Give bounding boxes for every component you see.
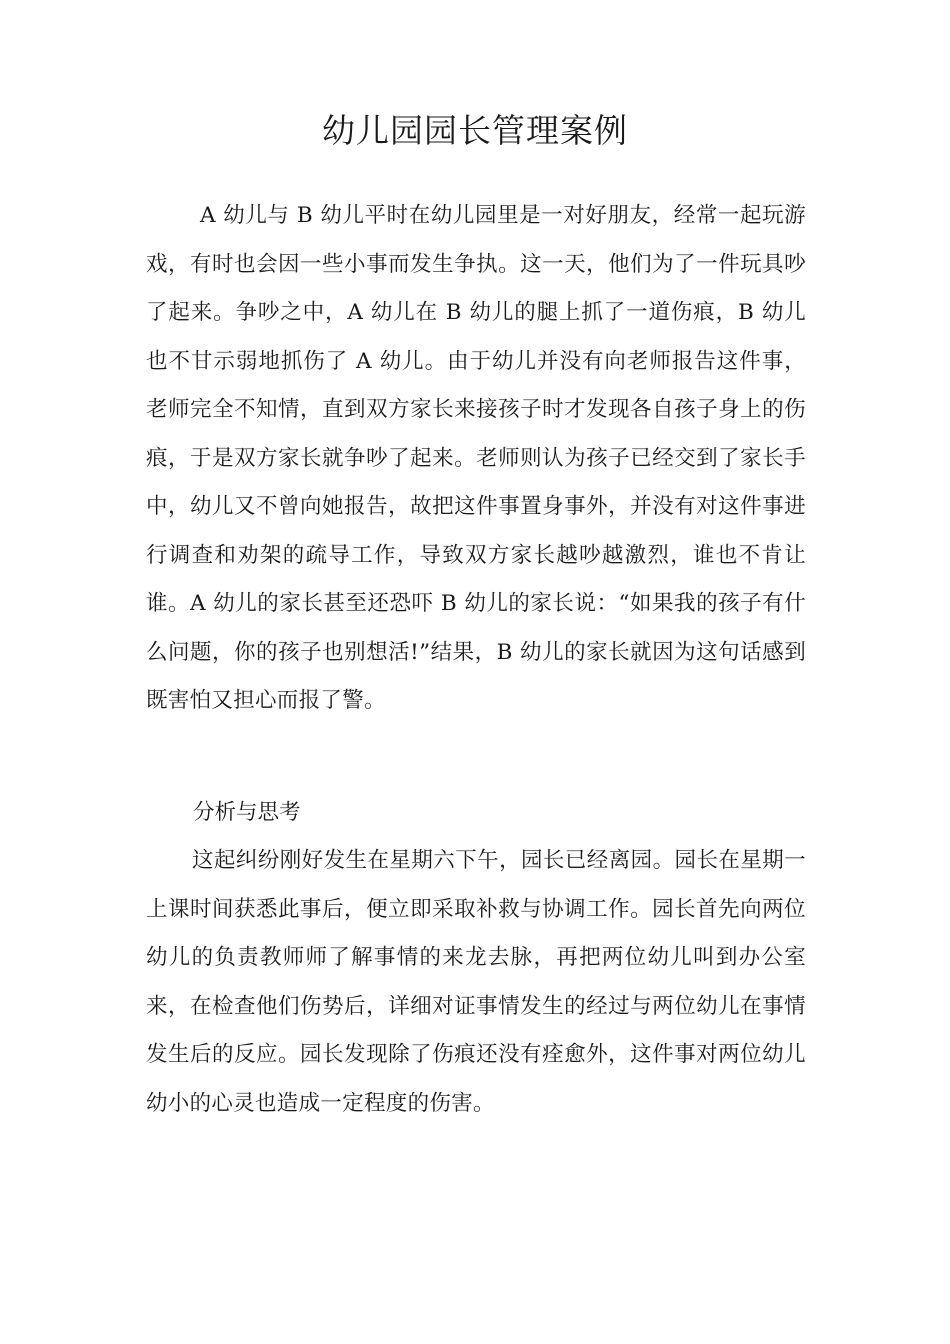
analysis-paragraph: 这起纠纷刚好发生在星期六下午，园长已经离园。园长在星期一上课时间获悉此事后，便立即采取补救与协调工作。园长首先向两位幼儿的负责教师师了解事情的来龙去脉，再把两位幼儿叫到办公室来，在检查他们伤势后，详细对证事情发生的经过与两位幼儿在事情发生后的反应。园长发现除了伤痕还没有痊愈外，这件事对两位幼儿幼小的心灵也造成一定程度的伤害。: [146, 848, 806, 1116]
case-paragraph: A 幼儿与 B 幼儿平时在幼儿园里是一对好朋友，经常一起玩游戏，有时也会因一些小事而发生争执。这一天，他们为了一件玩具吵了起来。争吵之中，A 幼儿在 B 幼儿的腿上抓了一道伤痕，B 幼儿也不甘示弱地抓伤了 A 幼儿。由于幼儿并没有向老师报告这件事，老师完全不知情，直到双方家长来接孩子时才发现各自孩子身上的伤痕，于是双方家长就争吵了起来。老师则认为孩子已经交到了家长手中，幼儿又不曾向她报告，故把这件事置身事外，并没有对这件事进行调查和劝架的疏导工作，导致双方家长越吵越激烈，谁也不肯让谁。A 幼儿的家长甚至还恐吓 B 幼儿的家长说：“如果我的孩子有什么问题，你的孩子也别想活!”结果，B 幼儿的家长就因为这句话感到既害怕又担心而报了警。: [146, 203, 806, 713]
document-title: 幼儿园园长管理案例: [322, 111, 628, 150]
section-heading: 分析与思考: [193, 800, 301, 825]
